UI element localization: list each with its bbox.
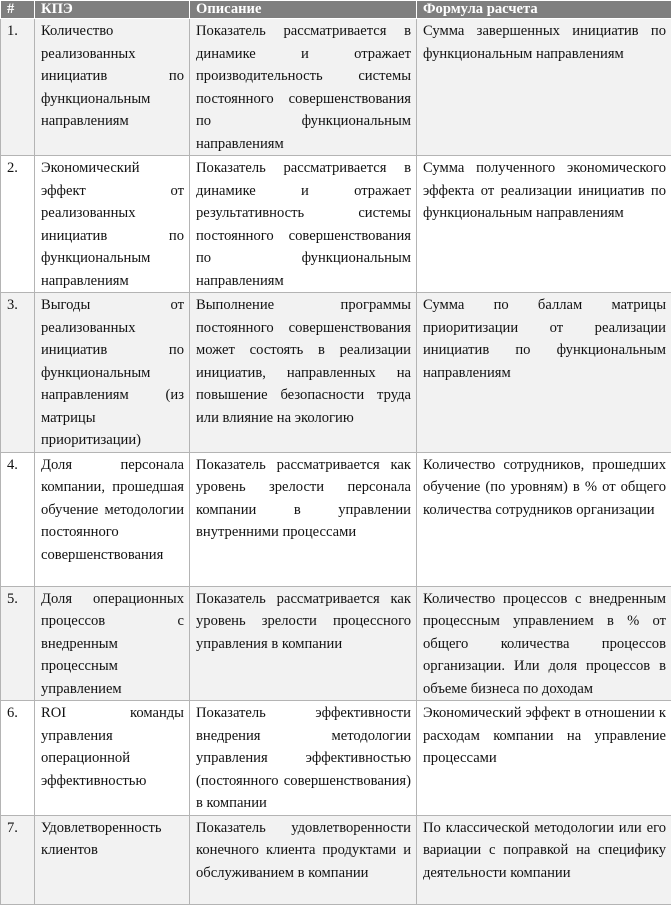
row-number: 3. xyxy=(1,293,35,453)
header-description: Описание xyxy=(190,1,417,19)
table-row xyxy=(1,19,671,156)
kpi-description: Показатель удовлетворенности конечного клиента продуктами и обслуживанием в компании xyxy=(190,815,417,904)
kpi-description: Показатель рассматривается в динамике и отражает результативность системы постоянного совершенствования по функциональным направлениям xyxy=(190,156,417,293)
kpi-description: Выполнение программы постоянного совершенствования может состоять в реализации инициатив, направленных на повышение безопасности труда или влияние на экологию xyxy=(190,293,417,453)
kpi-description: Показатель рассматривается в динамике и отражает производительность системы постоянного совершенствования по функциональным направлениям xyxy=(190,19,417,156)
kpi-formula: Сумма полученного экономического эффекта от реализации инициатив по функциональным направлениям xyxy=(417,156,671,293)
row-number: 7. xyxy=(1,815,35,904)
table-row xyxy=(1,156,671,293)
kpi-formula: Сумма завершенных инициатив по функциональным направлениям xyxy=(417,19,671,156)
kpi-name: Удовлетворенность клиентов xyxy=(35,815,190,904)
table-row xyxy=(1,452,671,586)
table-header xyxy=(1,1,671,19)
kpi-formula: Количество процессов с внедренным процессным управлением в % от общего количества процессов организации. Или доля процессов в объеме бизнеса по доходам xyxy=(417,586,671,701)
kpi-name: Выгоды от реализованных инициатив по функциональным направлениям (из матрицы приоритизации) xyxy=(35,293,190,453)
kpi-formula: По классической методологии или его вариации с поправкой на специфику деятельности компании xyxy=(417,815,671,904)
row-number: 4. xyxy=(1,452,35,586)
kpi-description: Показатель эффективности внедрения методологии управления эффективностью (постоянного совершенствования) в компании xyxy=(190,701,417,816)
table-row xyxy=(1,586,671,701)
table-row xyxy=(1,815,671,904)
table-row xyxy=(1,293,671,453)
header-kpi: КПЭ xyxy=(35,1,190,19)
kpi-description: Показатель рассматривается как уровень зрелости процессного управления в компании xyxy=(190,586,417,701)
row-number: 2. xyxy=(1,156,35,293)
header-formula: Формула расчета xyxy=(417,1,671,19)
kpi-formula: Сумма по баллам матрицы приоритизации от реализации инициатив по функциональным направлениям xyxy=(417,293,671,453)
kpi-description: Показатель рассматривается как уровень зрелости персонала компании в управлении внутренними процессами xyxy=(190,452,417,586)
table-body xyxy=(1,19,671,905)
table-row xyxy=(1,701,671,816)
kpi-formula: Экономический эффект в отношении к расходам компании на управление процессами xyxy=(417,701,671,816)
kpi-formula: Количество сотрудников, прошедших обучение (по уровням) в % от общего количества сотрудников организации xyxy=(417,452,671,586)
row-number: 6. xyxy=(1,701,35,816)
kpi-name: ROI команды управления операционной эффективностью xyxy=(35,701,190,816)
kpi-name: Количество реализованных инициатив по функциональным направлениям xyxy=(35,19,190,156)
row-number: 1. xyxy=(1,19,35,156)
header-row xyxy=(1,1,671,19)
header-num: # xyxy=(1,1,35,19)
kpi-name: Экономический эффект от реализованных инициатив по функциональным направлениям xyxy=(35,156,190,293)
kpi-name: Доля операционных процессов с внедренным процессным управлением xyxy=(35,586,190,701)
kpi-name: Доля персонала компании, прошедшая обучение методологии постоянного совершенствования xyxy=(35,452,190,586)
row-number: 5. xyxy=(1,586,35,701)
